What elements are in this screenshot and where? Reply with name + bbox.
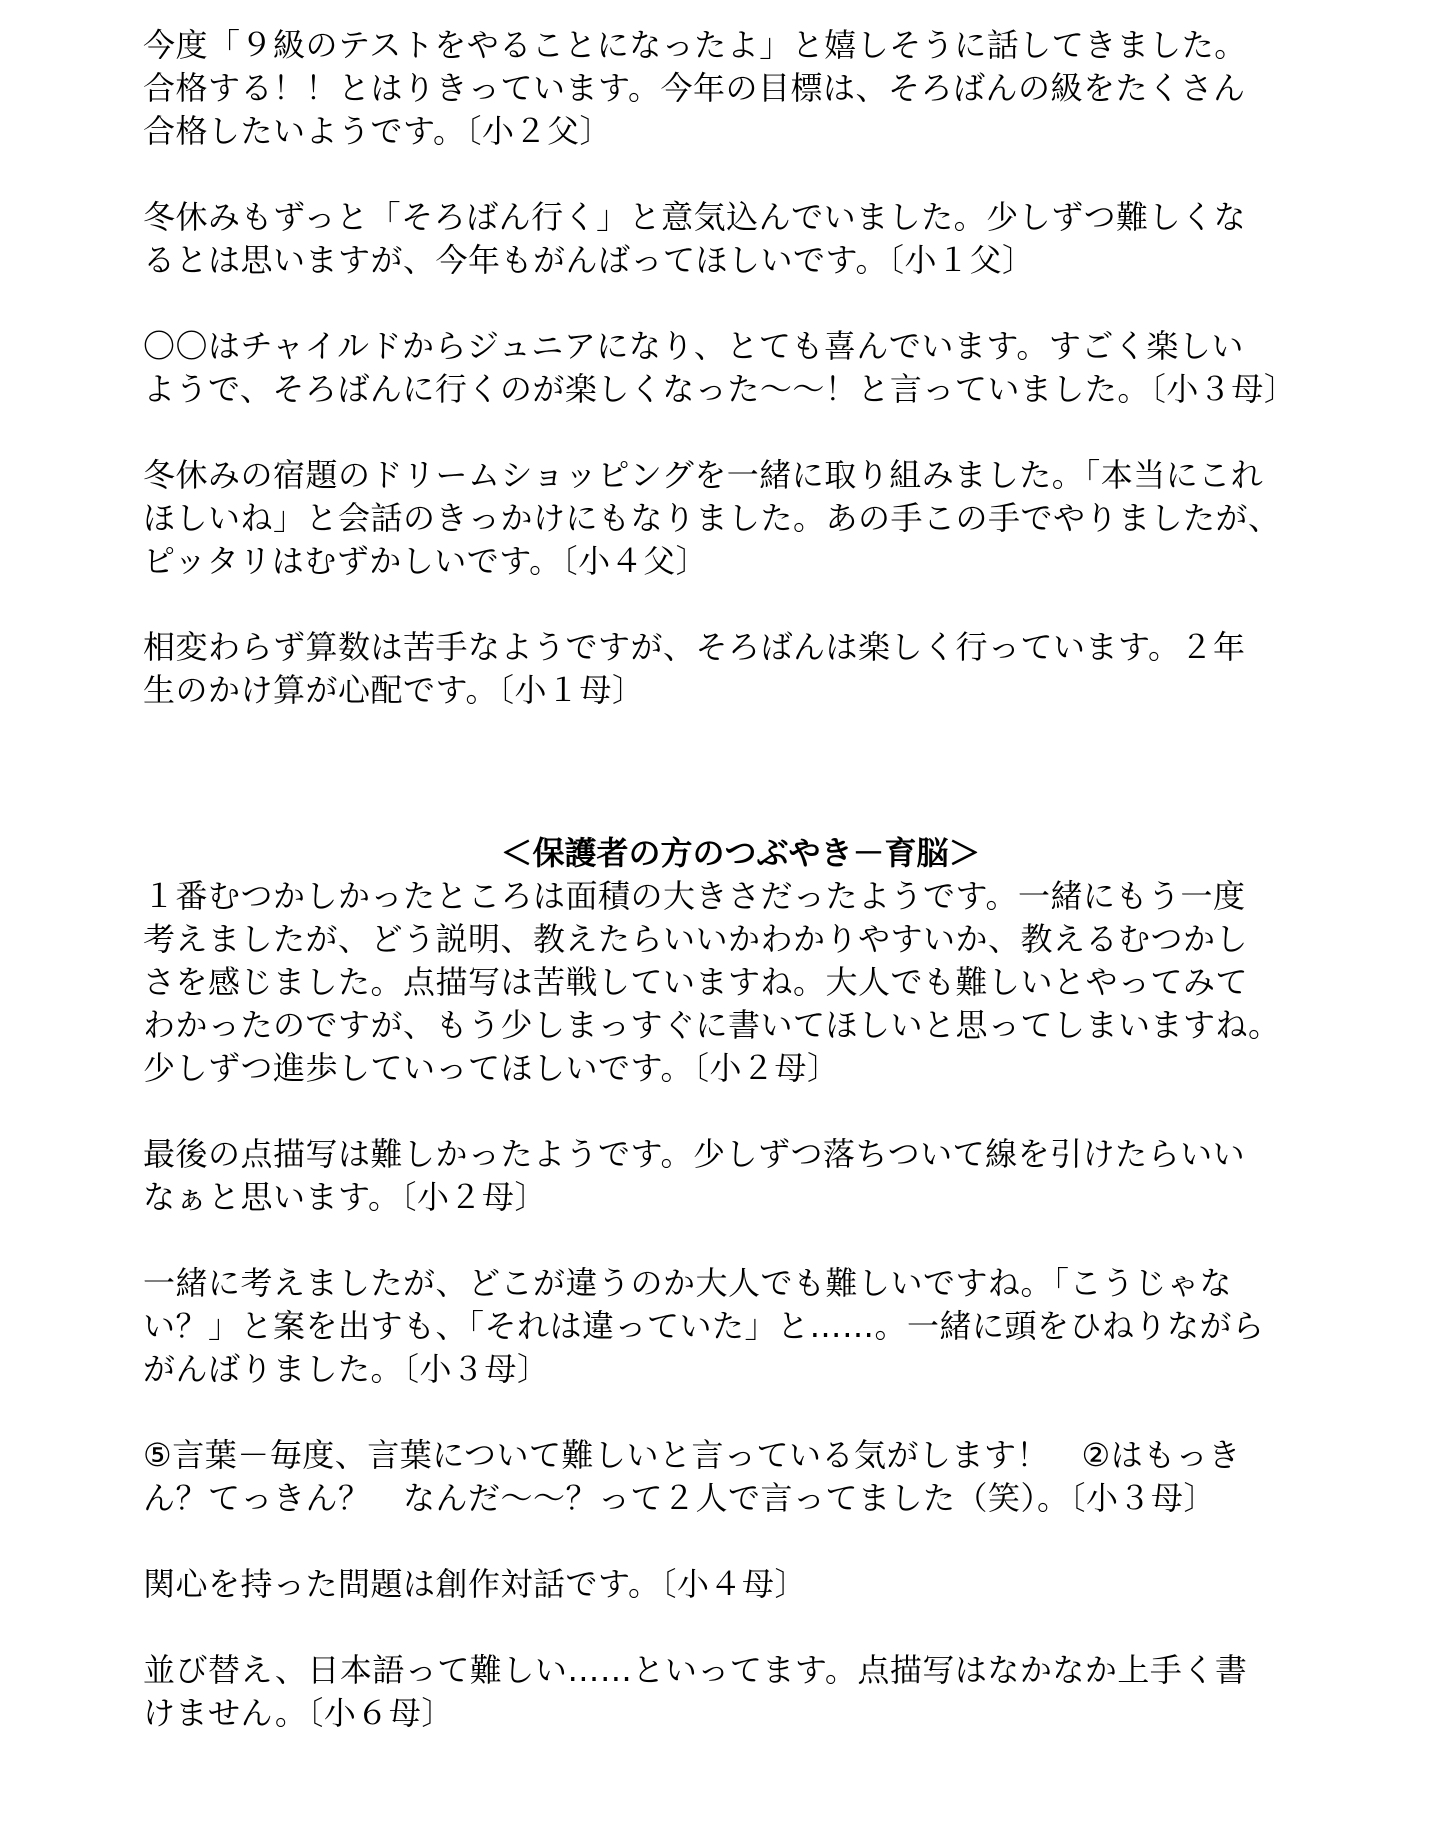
comment-paragraph: [143, 1649, 1308, 1735]
text-line: 関心を持った問題は創作対話です。〔小４母〕: [143, 1565, 807, 1603]
text-line: けません。〔小６母〕: [143, 1694, 454, 1732]
comment-paragraph: [143, 1563, 1308, 1606]
text-line: い？」と案を出すも、「それは違っていた」と……。一緒に頭をひねりながら: [143, 1307, 1265, 1345]
comment-paragraph: [143, 24, 1308, 153]
text-line: なぁと思います。〔小２母〕: [143, 1178, 547, 1216]
text-line: ようで、そろばんに行くのが楽しくなった～～！と言っていました。〔小３母〕: [143, 370, 1297, 408]
text-line: 冬休みの宿題のドリームショッピングを一緒に取り組みました。「本当にこれ: [143, 456, 1264, 494]
text-line: がんばりました。〔小３母〕: [143, 1350, 550, 1388]
comment-paragraph: [143, 454, 1308, 583]
text-line: １番むつかしかったところは面積の大きさだったようです。一緒にもう一度: [143, 877, 1246, 915]
comment-paragraph: [143, 196, 1308, 282]
text-line: ピッタリはむずかしいです。〔小４父〕: [143, 542, 709, 580]
text-line: 生のかけ算が心配です。〔小１母〕: [143, 671, 645, 709]
text-line: さを感じました。点描写は苦戦していますね。大人でも難しいとやってみて: [143, 963, 1249, 1001]
section-spacer: [143, 712, 1308, 832]
text-line: 少しずつ進歩していってほしいです。〔小２母〕: [143, 1049, 840, 1087]
text-line: 最後の点描写は難しかったようです。少しずつ落ちついて線を引けたらいい: [143, 1135, 1246, 1173]
comment-paragraph: [143, 1133, 1308, 1219]
comment-paragraph: [143, 1262, 1308, 1391]
text-line: 並び替え、日本語って難しい……といってます。点描写はなかなか上手く書: [143, 1651, 1248, 1689]
text-line: わかったのですが、もう少しまっすぐに書いてほしいと思ってしまいますね。: [143, 1006, 1281, 1044]
text-line: 考えましたが、どう説明、教えたらいいかわかりやすいか、教えるむつかし: [143, 920, 1249, 958]
comment-paragraph: [143, 1434, 1308, 1520]
section-heading: ＜保護者の方のつぶやき－育脳＞: [500, 834, 981, 872]
text-line: 〇〇はチャイルドからジュニアになり、とても喜んでいます。すごく楽しい: [143, 327, 1244, 365]
text-line: 合格したいようです。〔小２父〕: [143, 112, 612, 150]
text-line: ん？てっきん？ なんだ～～？って２人で言ってました（笑）。〔小３母〕: [143, 1479, 1217, 1517]
comment-paragraph: [143, 626, 1308, 712]
text-line: 今度「９級のテストをやることになったよ」と嬉しそうに話してきました。: [143, 26, 1247, 64]
text-line: るとは思いますが、今年もがんばってほしいです。〔小１父〕: [143, 241, 1035, 279]
document-page: [143, 24, 1308, 1778]
comment-paragraph: [143, 875, 1308, 1090]
text-line: 一緒に考えましたが、どこが違うのか大人でも難しいですね。「こうじゃな: [143, 1264, 1233, 1302]
comment-paragraph: [143, 325, 1308, 411]
parent-comments-soroban: [143, 24, 1308, 712]
text-line: 冬休みもずっと「そろばん行く」と意気込んでいました。少しずつ難しくな: [143, 198, 1247, 236]
text-line: ほしいね」と会話のきっかけにもなりました。あの手この手でやりましたが、: [143, 499, 1281, 537]
text-line: ⑤言葉－毎度、言葉について難しいと言っている気がします！ ②はもっき: [143, 1436, 1241, 1474]
parent-comments-brain-training: [143, 832, 1308, 1735]
text-line: 相変わらず算数は苦手なようですが、そろばんは楽しく行っています。２年: [143, 628, 1246, 666]
text-line: 合格する！！とはりきっています。今年の目標は、そろばんの級をたくさん: [143, 69, 1246, 107]
